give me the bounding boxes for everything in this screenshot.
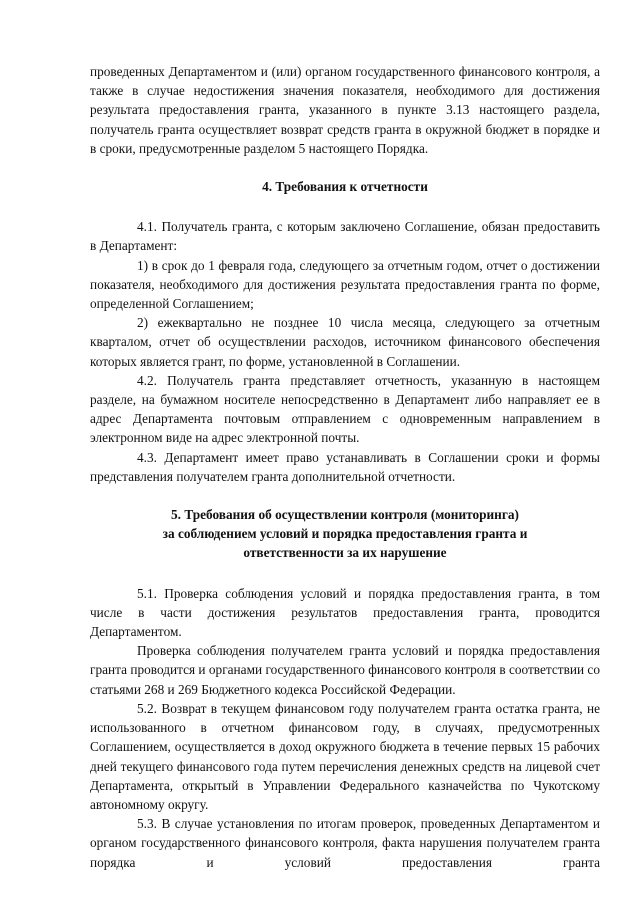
section-4-title: 4. Требования к отчетности (262, 179, 428, 195)
paragraph-4-1: 4.1. Получатель гранта, с которым заключено Соглашение, обязан предоставить в Департамент: (90, 219, 600, 254)
paragraph-5-2: 5.2. Возврат в текущем финансовом году получателем гранта остатка гранта, не использованного в отчетном финансовом году, в случаях, предусмотренных Соглашением, осуществляется в доход окружного бюджета в течение первых 15 рабочих дней текущего финансового года путем перечисления денежных средств на лицевой счет Департамента, открытый в Управлении Федерального казначейства по Чукотскому автономному округу. (90, 700, 600, 812)
paragraph-5-1: 5.1. Проверка соблюдения условий и порядка предоставления гранта, в том числе в части достижения результатов предоставления гранта, проводится Департаментом. (90, 585, 600, 640)
section-5-title-line-3: ответственности за их нарушение (243, 545, 447, 561)
paragraph-5-3: 5.3. В случае установления по итогам проверок, проведенных Департаментом и органом государственного финансового контроля, факта нарушения получателем гранта порядка и условий предоставления гранта (90, 816, 600, 870)
list-item-1: 1) в срок до 1 февраля года, следующего за отчетным годом, отчет о достижении показателя, необходимого для достижения результата предоставления гранта по форме, определенной Соглашением; (90, 257, 600, 312)
document-page (90, 62, 600, 872)
section-5-title (90, 505, 600, 563)
paragraph-5-1-control: Проверка соблюдения получателем гранта условий и порядка предоставления гранта проводится и органами государственного финансового контроля в соответствии со статьями 268 и 269 Бюджетного кодекса Российской Федерации. (90, 643, 600, 697)
paragraph-4-2: 4.2. Получатель гранта представляет отчетность, указанную в настоящем разделе, на бумажном носителе непосредственно в Департамент либо направляет ее в адрес Департамента почтовым отправлением с одновременным направлением в электронном виде на адрес электронной почты. (90, 372, 600, 446)
section-5-title-line-1: 5. Требования об осуществлении контроля (мониторинга) (171, 507, 519, 523)
list-item-2: 2) ежеквартально не позднее 10 числа месяца, следующего за отчетным кварталом, отчет об осуществлении расходов, источником финансового обеспечения которых является грант, по форме, установленной в Соглашении. (90, 315, 600, 369)
intro-paragraph: проведенных Департаментом и (или) органом государственного финансового контроля, а также в случае недостижения значения показателя, необходимого для достижения результата предоставления гранта, указанного в пункте 3.13 настоящего раздела, получатель гранта осуществляет возврат средств гранта в окружной бюджет в порядке и в сроки, предусмотренные разделом 5 настоящего Порядка. (90, 64, 600, 156)
section-5-title-line-2: за соблюдением условий и порядка предоставления гранта и (162, 526, 528, 542)
paragraph-4-3: 4.3. Департамент имеет право устанавливать в Соглашении сроки и формы представления получателем гранта дополнительной отчетности. (90, 449, 600, 484)
